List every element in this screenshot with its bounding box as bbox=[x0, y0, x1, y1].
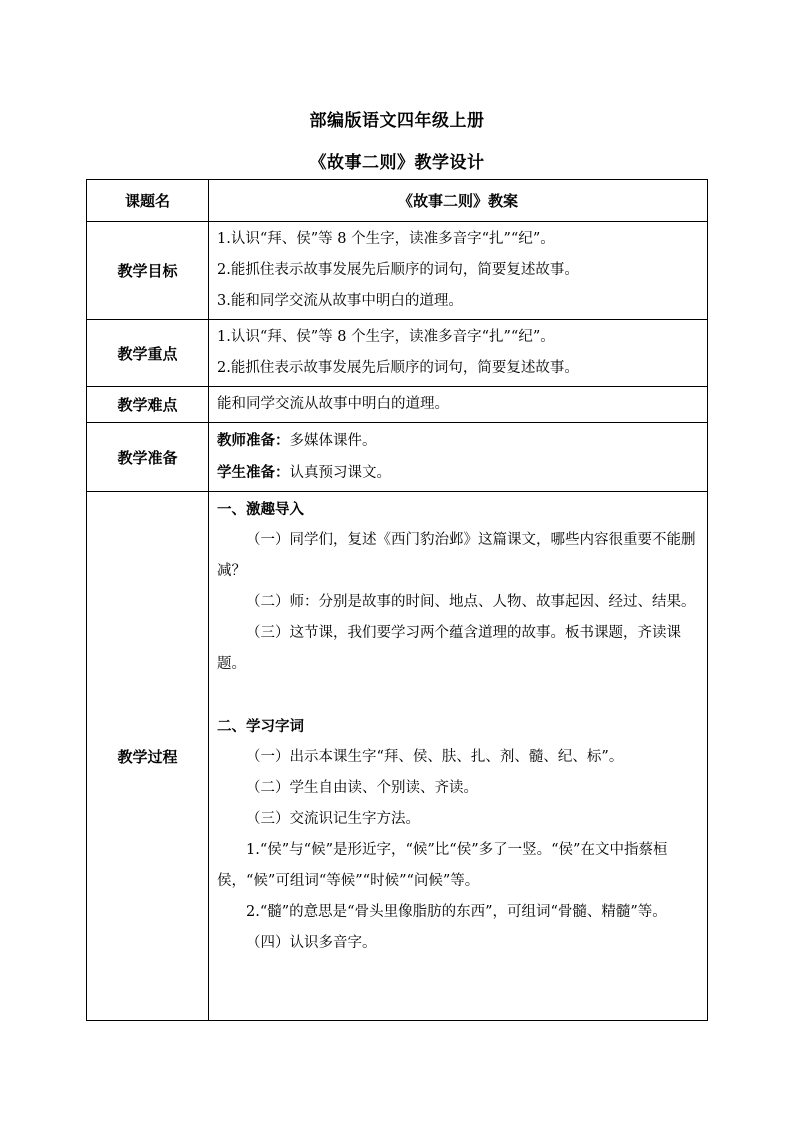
preparation-label: 教学准备 bbox=[87, 423, 209, 492]
student-preparation bbox=[217, 457, 699, 489]
lesson-plan-table bbox=[86, 179, 708, 1021]
objectives-label: 教学目标 bbox=[87, 222, 209, 320]
document-subtitle: 《故事二则》教学设计 bbox=[309, 153, 485, 173]
student-preparation-text: 认真预习课文。 bbox=[289, 465, 391, 481]
table-row-difficulty bbox=[87, 387, 708, 423]
teacher-preparation bbox=[217, 425, 699, 457]
topic-label: 课题名 bbox=[87, 180, 209, 222]
process-label: 教学过程 bbox=[87, 492, 209, 1021]
teacher-preparation-text: 多媒体课件。 bbox=[289, 433, 377, 449]
difficulty-content bbox=[209, 387, 708, 423]
spacer bbox=[217, 680, 699, 711]
key-point-item: 2.能抓住表示故事发展先后顺序的词句，简要复述故事。 bbox=[217, 360, 579, 376]
difficulty-label: 教学难点 bbox=[87, 387, 209, 423]
section-title: 一、激趣导入 bbox=[217, 501, 304, 518]
objectives-content bbox=[209, 222, 708, 320]
process-paragraph: （四）认识多音字。 bbox=[246, 935, 377, 951]
difficulty-text: 能和同学交流从故事中明白的道理。 bbox=[217, 396, 449, 412]
student-preparation-label: 学生准备： bbox=[217, 464, 290, 481]
process-content bbox=[209, 492, 708, 1021]
key-points-label: 教学重点 bbox=[87, 320, 209, 387]
teacher-preparation-label: 教师准备： bbox=[217, 432, 290, 449]
table-row-process bbox=[87, 492, 708, 1021]
topic-value: 《故事二则》教案 bbox=[209, 180, 708, 222]
process-paragraph: （一）同学们，复述《西门豹治邺》这篇课文，哪些内容很重要不能删减？ bbox=[217, 532, 696, 579]
table-row-preparation bbox=[87, 423, 708, 492]
process-paragraph: （二）学生自由读、个别读、齐读。 bbox=[246, 780, 478, 796]
process-paragraph: （三）交流识记生字方法。 bbox=[246, 811, 420, 827]
key-points-content bbox=[209, 320, 708, 387]
objective-item: 2.能抓住表示故事发展先后顺序的词句，简要复述故事。 bbox=[217, 262, 579, 278]
section-title: 二、学习字词 bbox=[217, 718, 304, 735]
objective-item: 1.认识“拜、侯”等 8 个生字，读准多音字“扎”“纪”。 bbox=[217, 231, 555, 247]
key-point-item: 1.认识“拜、侯”等 8 个生字，读准多音字“扎”“纪”。 bbox=[217, 329, 555, 345]
process-paragraph: （三）这节课，我们要学习两个蕴含道理的故事。板书课题，齐读课题。 bbox=[217, 625, 681, 672]
table-row-topic bbox=[87, 180, 708, 222]
preparation-content bbox=[209, 423, 708, 492]
process-paragraph: （二）师：分别是故事的时间、地点、人物、故事起因、经过、结果。 bbox=[246, 594, 696, 610]
process-paragraph: 1.“侯”与“候”是形近字，“候”比“侯”多了一竖。“侯”在文中指蔡桓侯，“候”可组词“等候”“时候”“问候”等。 bbox=[217, 842, 668, 889]
table-row-key-points bbox=[87, 320, 708, 387]
table-row-objectives bbox=[87, 222, 708, 320]
process-paragraph: 2.“髓”的意思是“骨头里像脂肪的东西”，可组词“骨髓、精髓”等。 bbox=[246, 904, 667, 920]
process-paragraph: （一）出示本课生字“拜、侯、肤、扎、剂、髓、纪、标”。 bbox=[246, 749, 624, 765]
objective-item: 3.能和同学交流从故事中明白的道理。 bbox=[217, 293, 463, 309]
document-title: 部编版语文四年级上册 bbox=[309, 111, 485, 131]
